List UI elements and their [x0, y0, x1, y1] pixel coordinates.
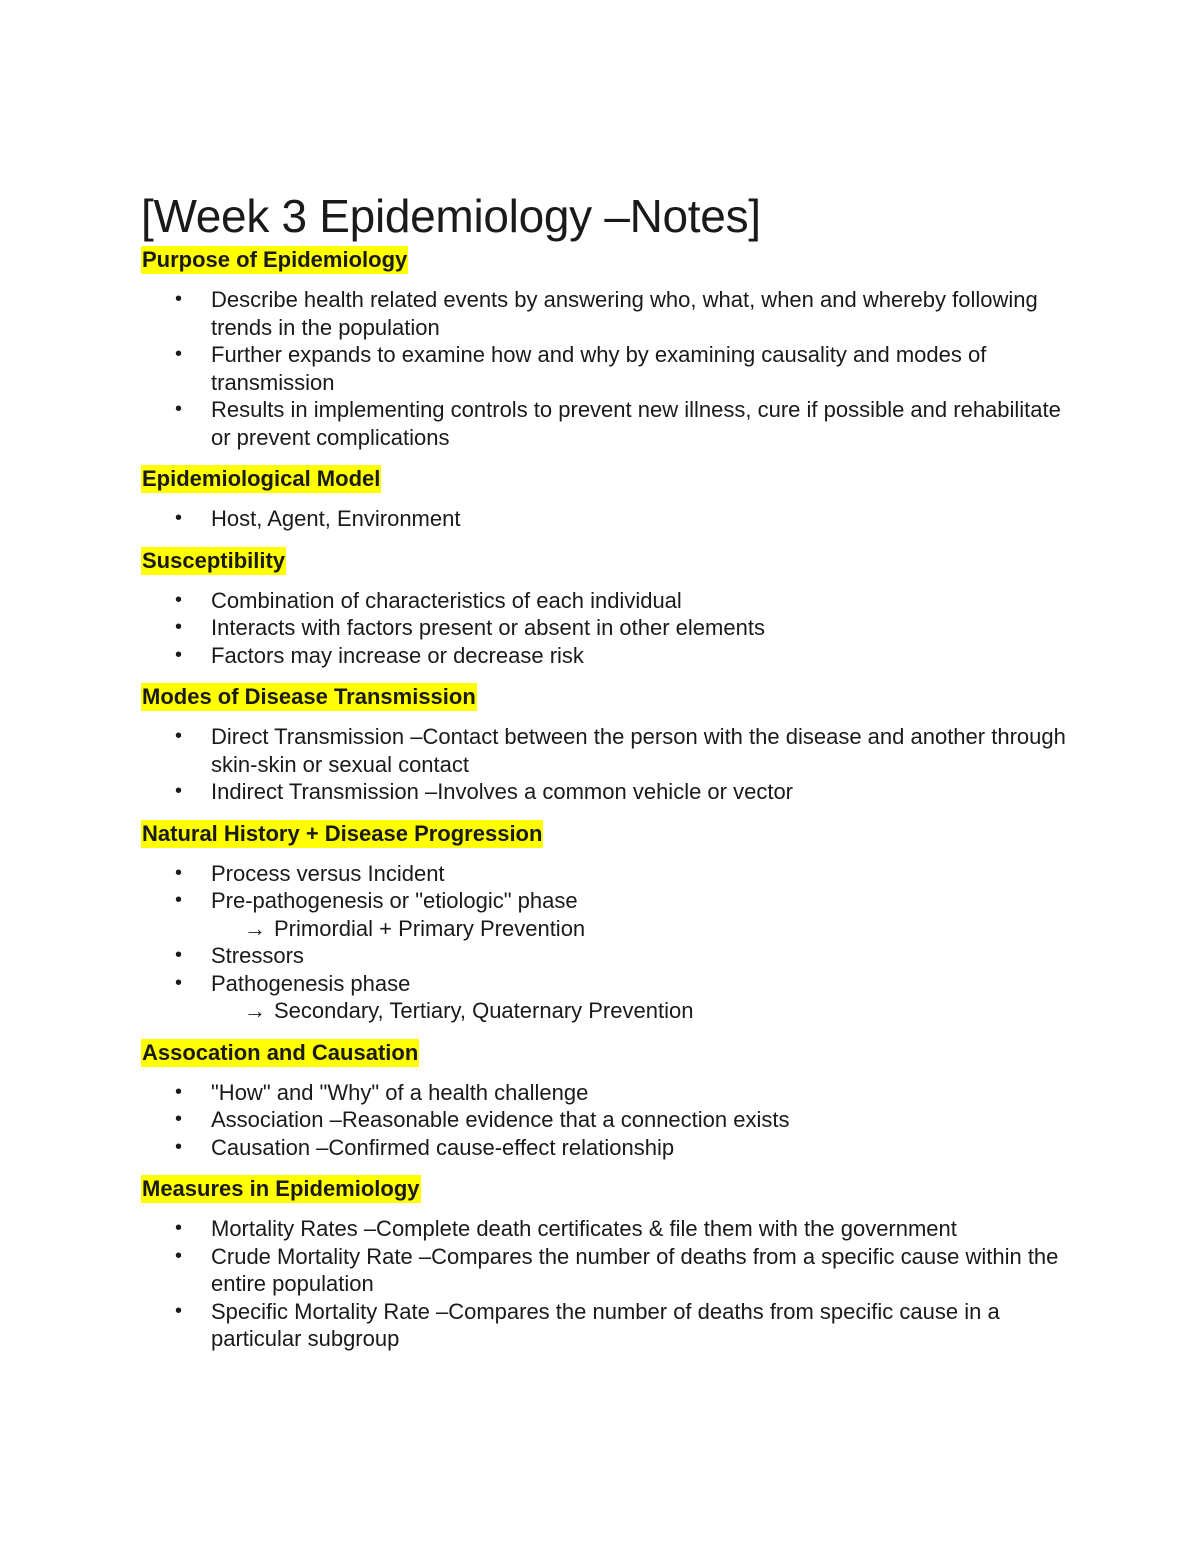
bullet-icon: • — [175, 507, 183, 529]
section-heading: Natural History + Disease Progression — [142, 820, 543, 846]
list-item — [141, 778, 1081, 806]
list-item-text: Interacts with factors present or absent in other elements — [211, 615, 765, 640]
list-item-text: Mortality Rates –Complete death certificates & file them with the government — [211, 1216, 957, 1241]
bullet-icon: • — [175, 861, 183, 884]
list-item — [141, 860, 1081, 888]
bullet-icon: • — [175, 1108, 183, 1130]
list-item-text: Primordial + Primary Prevention — [274, 915, 586, 941]
list-item — [141, 1079, 1081, 1107]
list-item-text: Combination of characteristics of each individual — [211, 587, 682, 613]
bullet-icon: • — [175, 288, 183, 310]
bullet-icon: • — [175, 725, 183, 747]
bullet-list — [141, 587, 1081, 670]
list-item-text: Specific Mortality Rate –Compares the number of deaths from specific cause in a particular subgroup — [211, 1298, 1000, 1351]
section — [141, 820, 1081, 1025]
sub-list-item — [141, 915, 1081, 943]
list-item-text: Pathogenesis phase — [211, 970, 411, 996]
bullet-icon: • — [175, 971, 183, 994]
arrow-icon: → — [244, 998, 266, 1023]
sub-list-item — [141, 997, 1081, 1025]
section — [141, 465, 1081, 533]
section — [141, 246, 1081, 451]
list-item — [141, 887, 1081, 915]
bullet-list — [141, 286, 1081, 451]
list-item — [141, 1106, 1081, 1134]
list-item-text: Causation –Confirmed cause-effect relationship — [211, 1134, 675, 1160]
list-item-text: Further expands to examine how and why by examining causality and modes of transmission — [211, 342, 987, 395]
document-title: [Week 3 Epidemiology –Notes] — [141, 190, 761, 242]
bullet-icon: • — [175, 889, 183, 911]
list-item — [141, 970, 1081, 998]
list-item — [141, 396, 1081, 451]
list-item — [141, 587, 1081, 615]
list-item-text: Direct Transmission –Contact between the person with the disease and another through skin-skin or sexual contact — [211, 724, 1066, 777]
bullet-icon: • — [175, 643, 183, 666]
bullet-icon: • — [175, 1244, 183, 1267]
list-item-text: Crude Mortality Rate –Compares the number of deaths from a specific cause within the entire population — [211, 1243, 1059, 1296]
section — [141, 547, 1081, 670]
section-heading: Epidemiological Model — [142, 466, 381, 491]
section-heading: Purpose of Epidemiology — [142, 247, 408, 272]
list-item-text: Host, Agent, Environment — [211, 506, 461, 531]
bullet-icon: • — [175, 1299, 183, 1322]
section — [141, 683, 1081, 806]
document-page — [141, 188, 1081, 1367]
sections-container — [141, 246, 1081, 1353]
bullet-icon: • — [175, 944, 183, 966]
arrow-icon: → — [244, 915, 266, 941]
bullet-list — [141, 1079, 1081, 1162]
section — [141, 1175, 1081, 1353]
list-item-text: Process versus Incident — [211, 860, 445, 886]
bullet-icon: • — [175, 343, 183, 365]
list-item-text: Indirect Transmission –Involves a common vehicle or vector — [211, 779, 794, 804]
bullet-icon: • — [175, 1080, 183, 1103]
bullet-list — [141, 1215, 1081, 1353]
list-item-text: Stressors — [211, 943, 304, 968]
list-item — [141, 614, 1081, 642]
list-item-text: Describe health related events by answering who, what, when and whereby following trends in the population — [211, 287, 1038, 340]
list-item-text: "How" and "Why" of a health challenge — [211, 1079, 589, 1105]
list-item — [141, 942, 1081, 970]
bullet-list — [141, 723, 1081, 806]
list-item — [141, 1298, 1081, 1353]
list-item — [141, 1134, 1081, 1162]
bullet-list — [141, 860, 1081, 1025]
list-item — [141, 723, 1081, 778]
list-item-text: Results in implementing controls to prevent new illness, cure if possible and rehabilitate or prevent complications — [211, 397, 1061, 450]
list-item — [141, 505, 1081, 533]
bullet-icon: • — [175, 616, 183, 638]
list-item-text: Factors may increase or decrease risk — [211, 642, 584, 668]
list-item — [141, 1215, 1081, 1243]
list-item — [141, 341, 1081, 396]
section-heading: Measures in Epidemiology — [142, 1176, 420, 1201]
list-item-text: Association –Reasonable evidence that a connection exists — [211, 1107, 790, 1132]
list-item-text: Secondary, Tertiary, Quaternary Prevention — [274, 998, 694, 1023]
section-heading: Susceptibility — [142, 547, 286, 573]
section-heading: Assocation and Causation — [142, 1039, 419, 1065]
list-item — [141, 642, 1081, 670]
bullet-icon: • — [175, 1135, 183, 1158]
list-item-text: Pre-pathogenesis or "etiologic" phase — [211, 888, 578, 913]
bullet-list — [141, 505, 1081, 533]
bullet-icon: • — [175, 1217, 183, 1239]
bullet-icon: • — [175, 398, 183, 420]
list-item — [141, 1243, 1081, 1298]
bullet-icon: • — [175, 588, 183, 611]
bullet-icon: • — [175, 780, 183, 802]
section-heading: Modes of Disease Transmission — [142, 684, 476, 709]
list-item — [141, 286, 1081, 341]
section — [141, 1039, 1081, 1162]
